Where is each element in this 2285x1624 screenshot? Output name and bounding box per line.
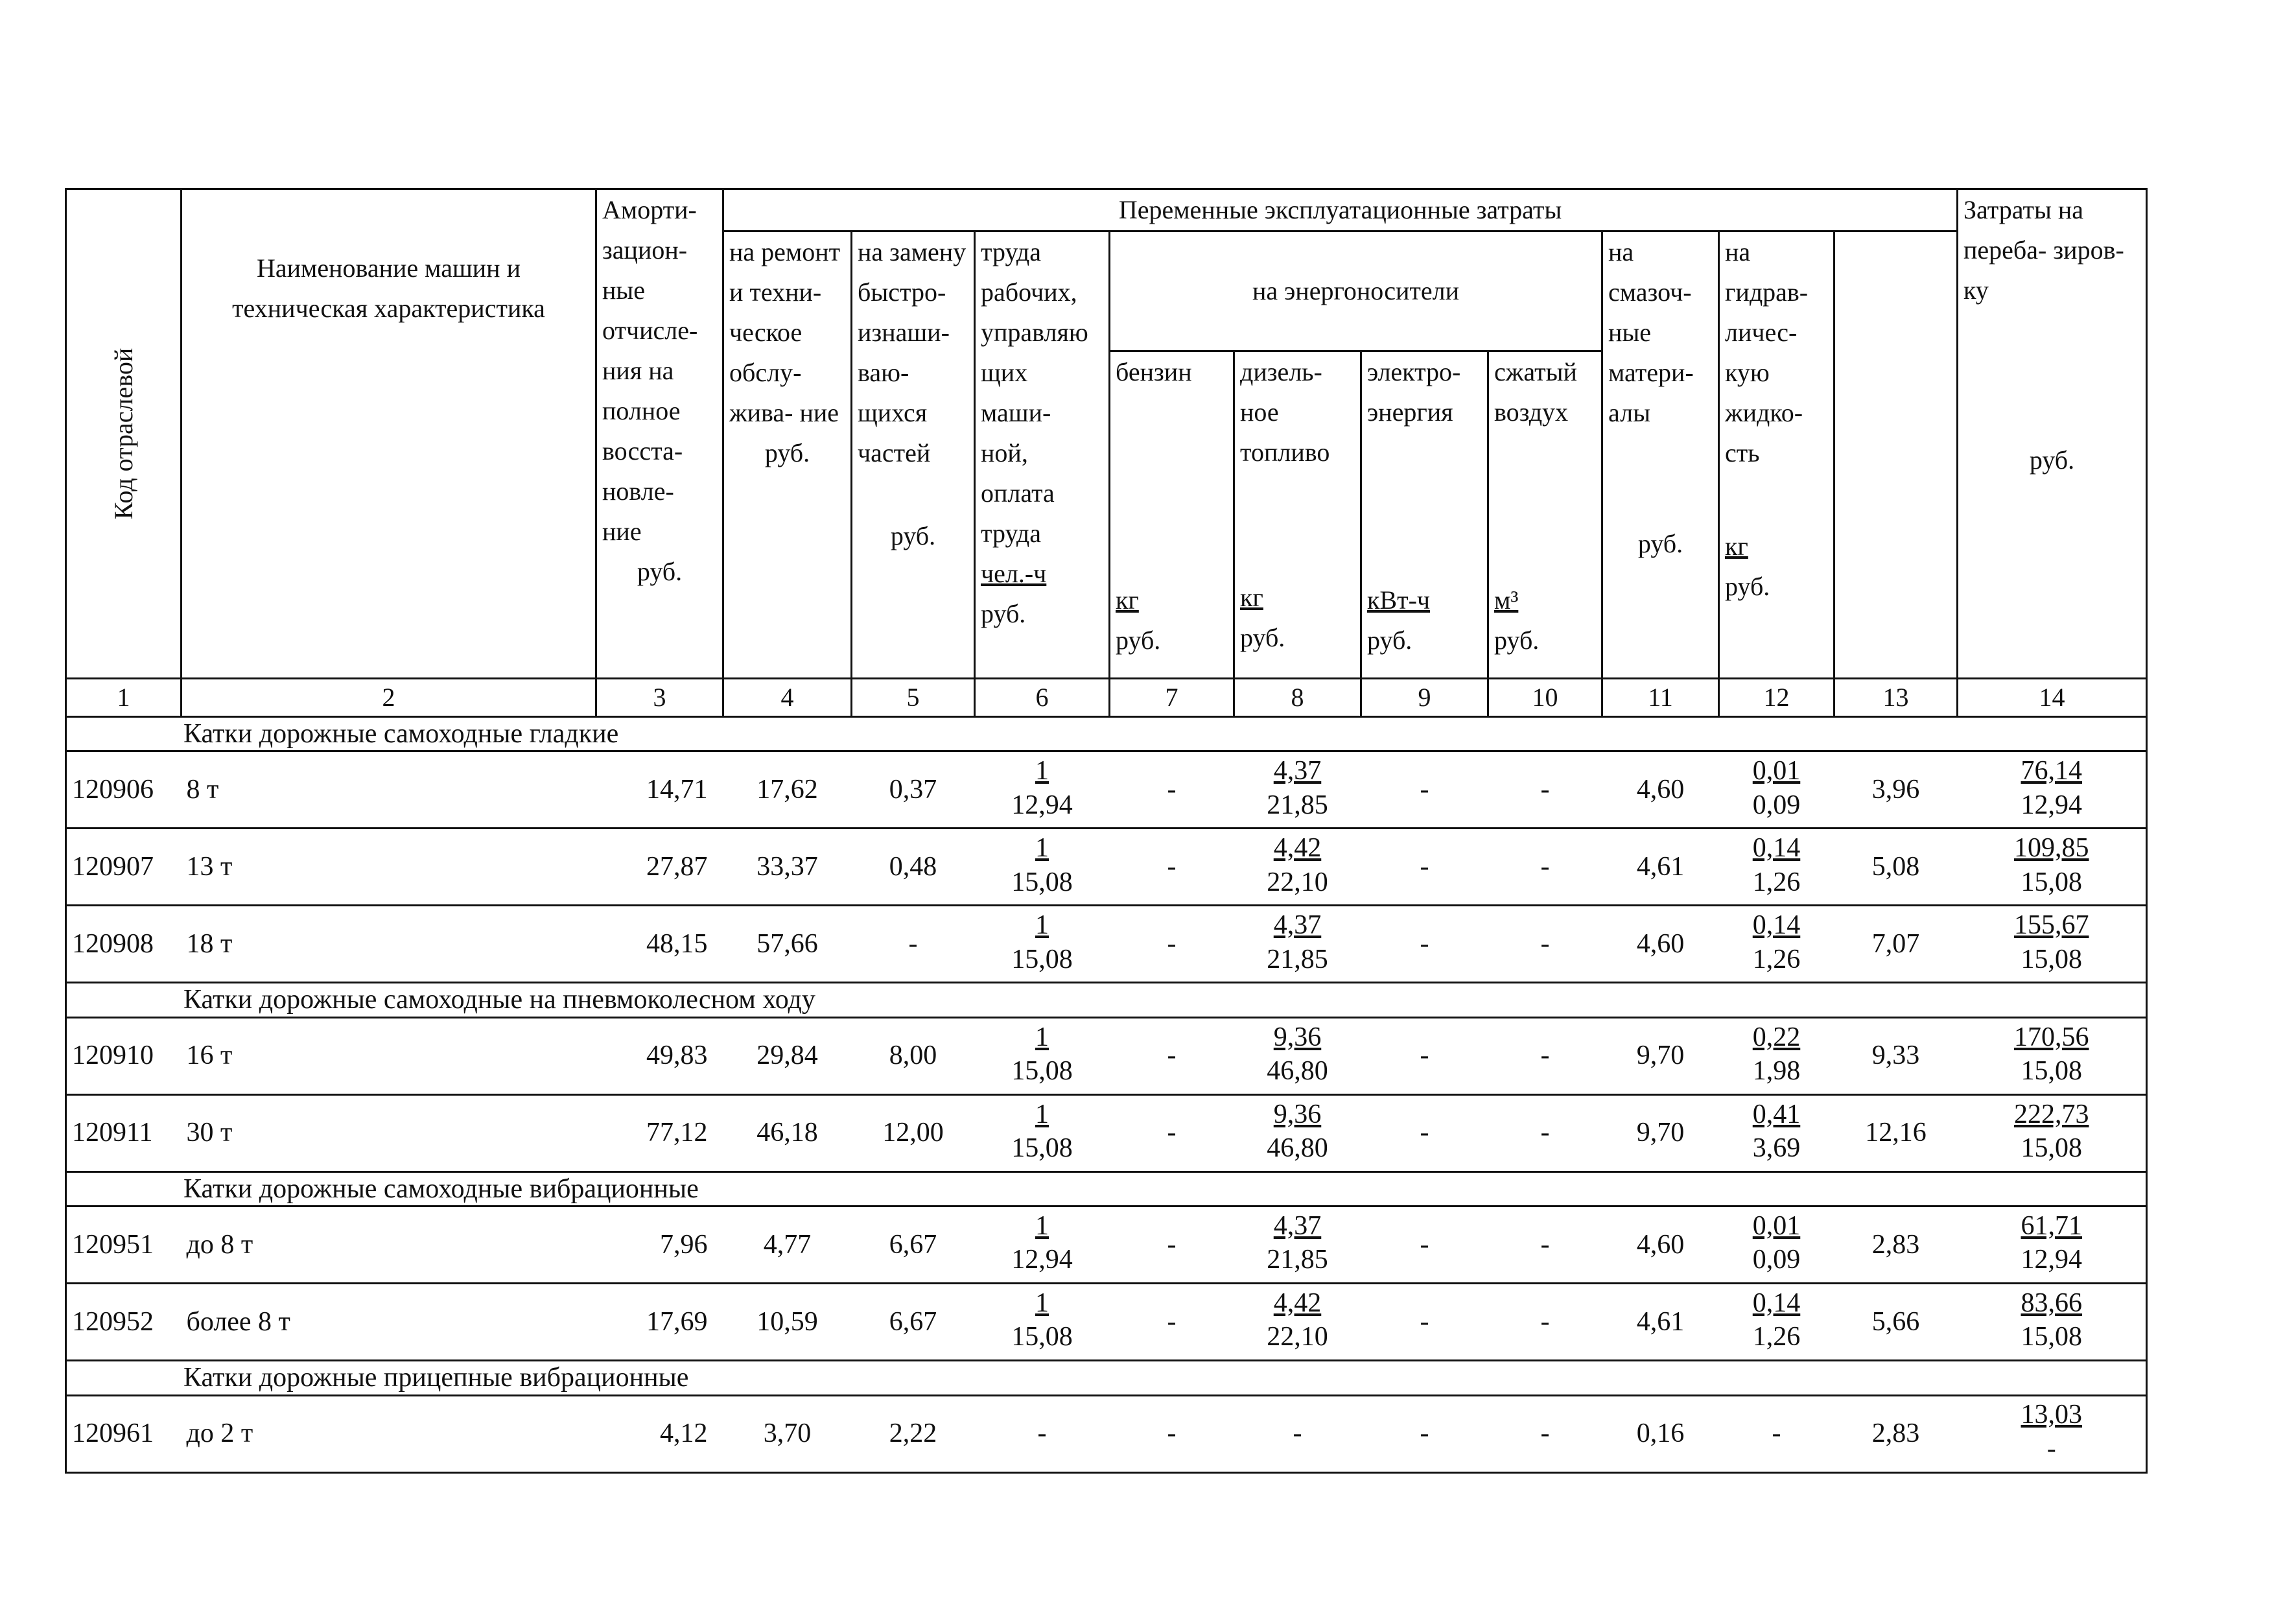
header-petrol: бензин кг руб. bbox=[1110, 351, 1234, 678]
column-number: 1 bbox=[66, 679, 182, 717]
petrol-value: - bbox=[1110, 1206, 1234, 1284]
document-page bbox=[65, 188, 2146, 1474]
table-row bbox=[66, 1017, 2147, 1094]
air-value: - bbox=[1488, 829, 1602, 906]
relocation-value: 5,08 bbox=[1834, 829, 1958, 906]
replacement-value: - bbox=[852, 906, 975, 983]
header-hydraulic: на гидрав- личес- кую жидко- сть кг руб. bbox=[1719, 231, 1834, 679]
column-number: 11 bbox=[1602, 679, 1719, 717]
estimate-value: $\frac{155,67}{15,08}$ bbox=[1958, 906, 2147, 983]
repair-value: 29,84 bbox=[723, 1017, 852, 1094]
repair-value: 46,18 bbox=[723, 1094, 852, 1171]
hydraulic-value: $\frac{0,14}{1,26}$ bbox=[1719, 829, 1834, 906]
machine-name: 13 т bbox=[182, 829, 596, 906]
header-diesel: дизель- ное топливо кг руб. bbox=[1234, 351, 1361, 678]
column-number: 2 bbox=[182, 679, 596, 717]
lubricants-value: 4,60 bbox=[1602, 1206, 1719, 1284]
table-row bbox=[66, 1206, 2147, 1284]
column-number: 9 bbox=[1361, 679, 1488, 717]
air-value: - bbox=[1488, 1206, 1602, 1284]
labor-value: $\frac{1}{15,08}$ bbox=[975, 829, 1110, 906]
amortization-value: 48,15 bbox=[596, 906, 723, 983]
relocation-value: 5,66 bbox=[1834, 1284, 1958, 1361]
hydraulic-value: $\frac{0,01}{0,09}$ bbox=[1719, 751, 1834, 829]
group-heading-row bbox=[66, 983, 2147, 1017]
group-heading-row bbox=[66, 717, 2147, 751]
estimate-value: $\frac{170,56}{15,08}$ bbox=[1958, 1017, 2147, 1094]
machine-code: 120906 bbox=[66, 751, 182, 829]
machine-code: 120951 bbox=[66, 1206, 182, 1284]
diesel-value: $\frac{4,37}{21,85}$ bbox=[1234, 751, 1361, 829]
machine-code: 120910 bbox=[66, 1017, 182, 1094]
amortization-value: 4,12 bbox=[596, 1395, 723, 1472]
header-compressed-air: сжатый воздух м³ руб. bbox=[1488, 351, 1602, 678]
diesel-value: $\frac{9,36}{46,80}$ bbox=[1234, 1017, 1361, 1094]
diesel-value: $\frac{4,37}{21,85}$ bbox=[1234, 906, 1361, 983]
labor-value: $\frac{1}{15,08}$ bbox=[975, 1284, 1110, 1361]
column-number: 3 bbox=[596, 679, 723, 717]
header-labor: труда рабочих, управляю щих маши- ной, оплата труда чел.-ч руб. bbox=[975, 231, 1110, 679]
replacement-value: 6,67 bbox=[852, 1284, 975, 1361]
machine-name: 18 т bbox=[182, 906, 596, 983]
hydraulic-value: $\frac{0,22}{1,98}$ bbox=[1719, 1017, 1834, 1094]
lubricants-value: 4,60 bbox=[1602, 751, 1719, 829]
air-value: - bbox=[1488, 751, 1602, 829]
relocation-value: 2,83 bbox=[1834, 1206, 1958, 1284]
lubricants-value: 9,70 bbox=[1602, 1094, 1719, 1171]
repair-value: 10,59 bbox=[723, 1284, 852, 1361]
header-lubricants: на смазоч- ные матери- алы руб. bbox=[1602, 231, 1719, 679]
petrol-value: - bbox=[1110, 1017, 1234, 1094]
machine-code: 120911 bbox=[66, 1094, 182, 1171]
estimate-value: $\frac{109,85}{15,08}$ bbox=[1958, 829, 2147, 906]
machine-name: до 8 т bbox=[182, 1206, 596, 1284]
relocation-value: 9,33 bbox=[1834, 1017, 1958, 1094]
electric-value: - bbox=[1361, 1017, 1488, 1094]
column-number: 6 bbox=[975, 679, 1110, 717]
labor-value: $\frac{1}{12,94}$ bbox=[975, 1206, 1110, 1284]
relocation-value: 12,16 bbox=[1834, 1094, 1958, 1171]
diesel-value: $\frac{4,42}{22,10}$ bbox=[1234, 829, 1361, 906]
group-title: Катки дорожные самоходные гладкие bbox=[66, 717, 2147, 751]
column-number: 4 bbox=[723, 679, 852, 717]
machine-name: до 2 т bbox=[182, 1395, 596, 1472]
hydraulic-value: $\frac{0,14}{1,26}$ bbox=[1719, 906, 1834, 983]
replacement-value: 0,48 bbox=[852, 829, 975, 906]
machine-name: 16 т bbox=[182, 1017, 596, 1094]
column-number: 13 bbox=[1834, 679, 1958, 717]
header-name: Наименование машин и техническая характеристика bbox=[182, 189, 596, 679]
labor-value: $\frac{1}{12,94}$ bbox=[975, 751, 1110, 829]
air-value: - bbox=[1488, 1284, 1602, 1361]
lubricants-value: 4,61 bbox=[1602, 1284, 1719, 1361]
air-value: - bbox=[1488, 1094, 1602, 1171]
electric-value: - bbox=[1361, 751, 1488, 829]
labor-value: $\frac{1}{15,08}$ bbox=[975, 1017, 1110, 1094]
machine-name: 30 т bbox=[182, 1094, 596, 1171]
group-heading-row bbox=[66, 1361, 2147, 1395]
relocation-value: 2,83 bbox=[1834, 1395, 1958, 1472]
machine-code: 120907 bbox=[66, 829, 182, 906]
column-number: 12 bbox=[1719, 679, 1834, 717]
lubricants-value: 9,70 bbox=[1602, 1017, 1719, 1094]
estimate-value: $\frac{76,14}{12,94}$ bbox=[1958, 751, 2147, 829]
header-energy: на энергоносители bbox=[1110, 231, 1602, 351]
header-repair: на ремонт и техни- ческое обслу- жива- ние руб. bbox=[723, 231, 852, 679]
table-row bbox=[66, 751, 2147, 829]
column-number-row bbox=[66, 679, 2147, 717]
amortization-value: 77,12 bbox=[596, 1094, 723, 1171]
relocation-value: 3,96 bbox=[1834, 751, 1958, 829]
air-value: - bbox=[1488, 1395, 1602, 1472]
machine-code: 120961 bbox=[66, 1395, 182, 1472]
petrol-value: - bbox=[1110, 1395, 1234, 1472]
header-electric: электро- энергия кВт-ч руб. bbox=[1361, 351, 1488, 678]
table-row bbox=[66, 1094, 2147, 1171]
column-number: 14 bbox=[1958, 679, 2147, 717]
amortization-value: 49,83 bbox=[596, 1017, 723, 1094]
hydraulic-value: $\frac{0,14}{1,26}$ bbox=[1719, 1284, 1834, 1361]
replacement-value: 8,00 bbox=[852, 1017, 975, 1094]
machine-code: 120908 bbox=[66, 906, 182, 983]
group-title: Катки дорожные прицепные вибрационные bbox=[66, 1361, 2147, 1395]
machine-name: более 8 т bbox=[182, 1284, 596, 1361]
diesel-value: $\frac{9,36}{46,80}$ bbox=[1234, 1094, 1361, 1171]
petrol-value: - bbox=[1110, 906, 1234, 983]
amortization-value: 7,96 bbox=[596, 1206, 723, 1284]
estimate-value: $\frac{13,03}{-}$ bbox=[1958, 1395, 2147, 1472]
labor-value: $\frac{1}{15,08}$ bbox=[975, 906, 1110, 983]
machine-code: 120952 bbox=[66, 1284, 182, 1361]
lubricants-value: 0,16 bbox=[1602, 1395, 1719, 1472]
electric-value: - bbox=[1361, 1094, 1488, 1171]
estimate-value: $\frac{61,71}{12,94}$ bbox=[1958, 1206, 2147, 1284]
hydraulic-value: $\frac{0,01}{0,09}$ bbox=[1719, 1206, 1834, 1284]
petrol-value: - bbox=[1110, 751, 1234, 829]
machine-name: 8 т bbox=[182, 751, 596, 829]
electric-value: - bbox=[1361, 906, 1488, 983]
group-title: Катки дорожные самоходные вибрационные bbox=[66, 1171, 2147, 1206]
repair-value: 3,70 bbox=[723, 1395, 852, 1472]
column-number: 5 bbox=[852, 679, 975, 717]
column-number: 10 bbox=[1488, 679, 1602, 717]
column-number: 8 bbox=[1234, 679, 1361, 717]
petrol-value: - bbox=[1110, 829, 1234, 906]
group-title: Катки дорожные самоходные на пневмоколесном ходу bbox=[66, 983, 2147, 1017]
electric-value: - bbox=[1361, 1395, 1488, 1472]
diesel-value: $\frac{4,42}{22,10}$ bbox=[1234, 1284, 1361, 1361]
header-replacement: на замену быстро- изнаши- ваю- щихся частей руб. bbox=[852, 231, 975, 679]
machine-cost-table bbox=[65, 188, 2148, 1474]
electric-value: - bbox=[1361, 829, 1488, 906]
repair-value: 4,77 bbox=[723, 1206, 852, 1284]
lubricants-value: 4,61 bbox=[1602, 829, 1719, 906]
table-row bbox=[66, 906, 2147, 983]
header-amortization: Аморти- зацион- ные отчисле- ния на полное восста- новле- ние руб. bbox=[596, 189, 723, 679]
header-variable-costs: Переменные эксплуатационные затраты bbox=[723, 189, 1958, 231]
petrol-value: - bbox=[1110, 1284, 1234, 1361]
amortization-value: 27,87 bbox=[596, 829, 723, 906]
group-heading-row bbox=[66, 1171, 2147, 1206]
amortization-value: 17,69 bbox=[596, 1284, 723, 1361]
petrol-value: - bbox=[1110, 1094, 1234, 1171]
lubricants-value: 4,60 bbox=[1602, 906, 1719, 983]
diesel-value: - bbox=[1234, 1395, 1361, 1472]
labor-value: - bbox=[975, 1395, 1110, 1472]
header-relocation: Затраты на переба- зиров- ку руб. bbox=[1958, 189, 2147, 679]
electric-value: - bbox=[1361, 1284, 1488, 1361]
table-row bbox=[66, 829, 2147, 906]
replacement-value: 12,00 bbox=[852, 1094, 975, 1171]
header-code: Код отраслевой bbox=[66, 189, 182, 679]
amortization-value: 14,71 bbox=[596, 751, 723, 829]
labor-value: $\frac{1}{15,08}$ bbox=[975, 1094, 1110, 1171]
hydraulic-value: - bbox=[1719, 1395, 1834, 1472]
replacement-value: 0,37 bbox=[852, 751, 975, 829]
column-number: 7 bbox=[1110, 679, 1234, 717]
replacement-value: 6,67 bbox=[852, 1206, 975, 1284]
table-row bbox=[66, 1284, 2147, 1361]
repair-value: 33,37 bbox=[723, 829, 852, 906]
electric-value: - bbox=[1361, 1206, 1488, 1284]
table-row bbox=[66, 1395, 2147, 1472]
diesel-value: $\frac{4,37}{21,85}$ bbox=[1234, 1206, 1361, 1284]
replacement-value: 2,22 bbox=[852, 1395, 975, 1472]
repair-value: 17,62 bbox=[723, 751, 852, 829]
air-value: - bbox=[1488, 906, 1602, 983]
relocation-value: 7,07 bbox=[1834, 906, 1958, 983]
hydraulic-value: $\frac{0,41}{3,69}$ bbox=[1719, 1094, 1834, 1171]
repair-value: 57,66 bbox=[723, 906, 852, 983]
estimate-value: $\frac{222,73}{15,08}$ bbox=[1958, 1094, 2147, 1171]
air-value: - bbox=[1488, 1017, 1602, 1094]
estimate-value: $\frac{83,66}{15,08}$ bbox=[1958, 1284, 2147, 1361]
